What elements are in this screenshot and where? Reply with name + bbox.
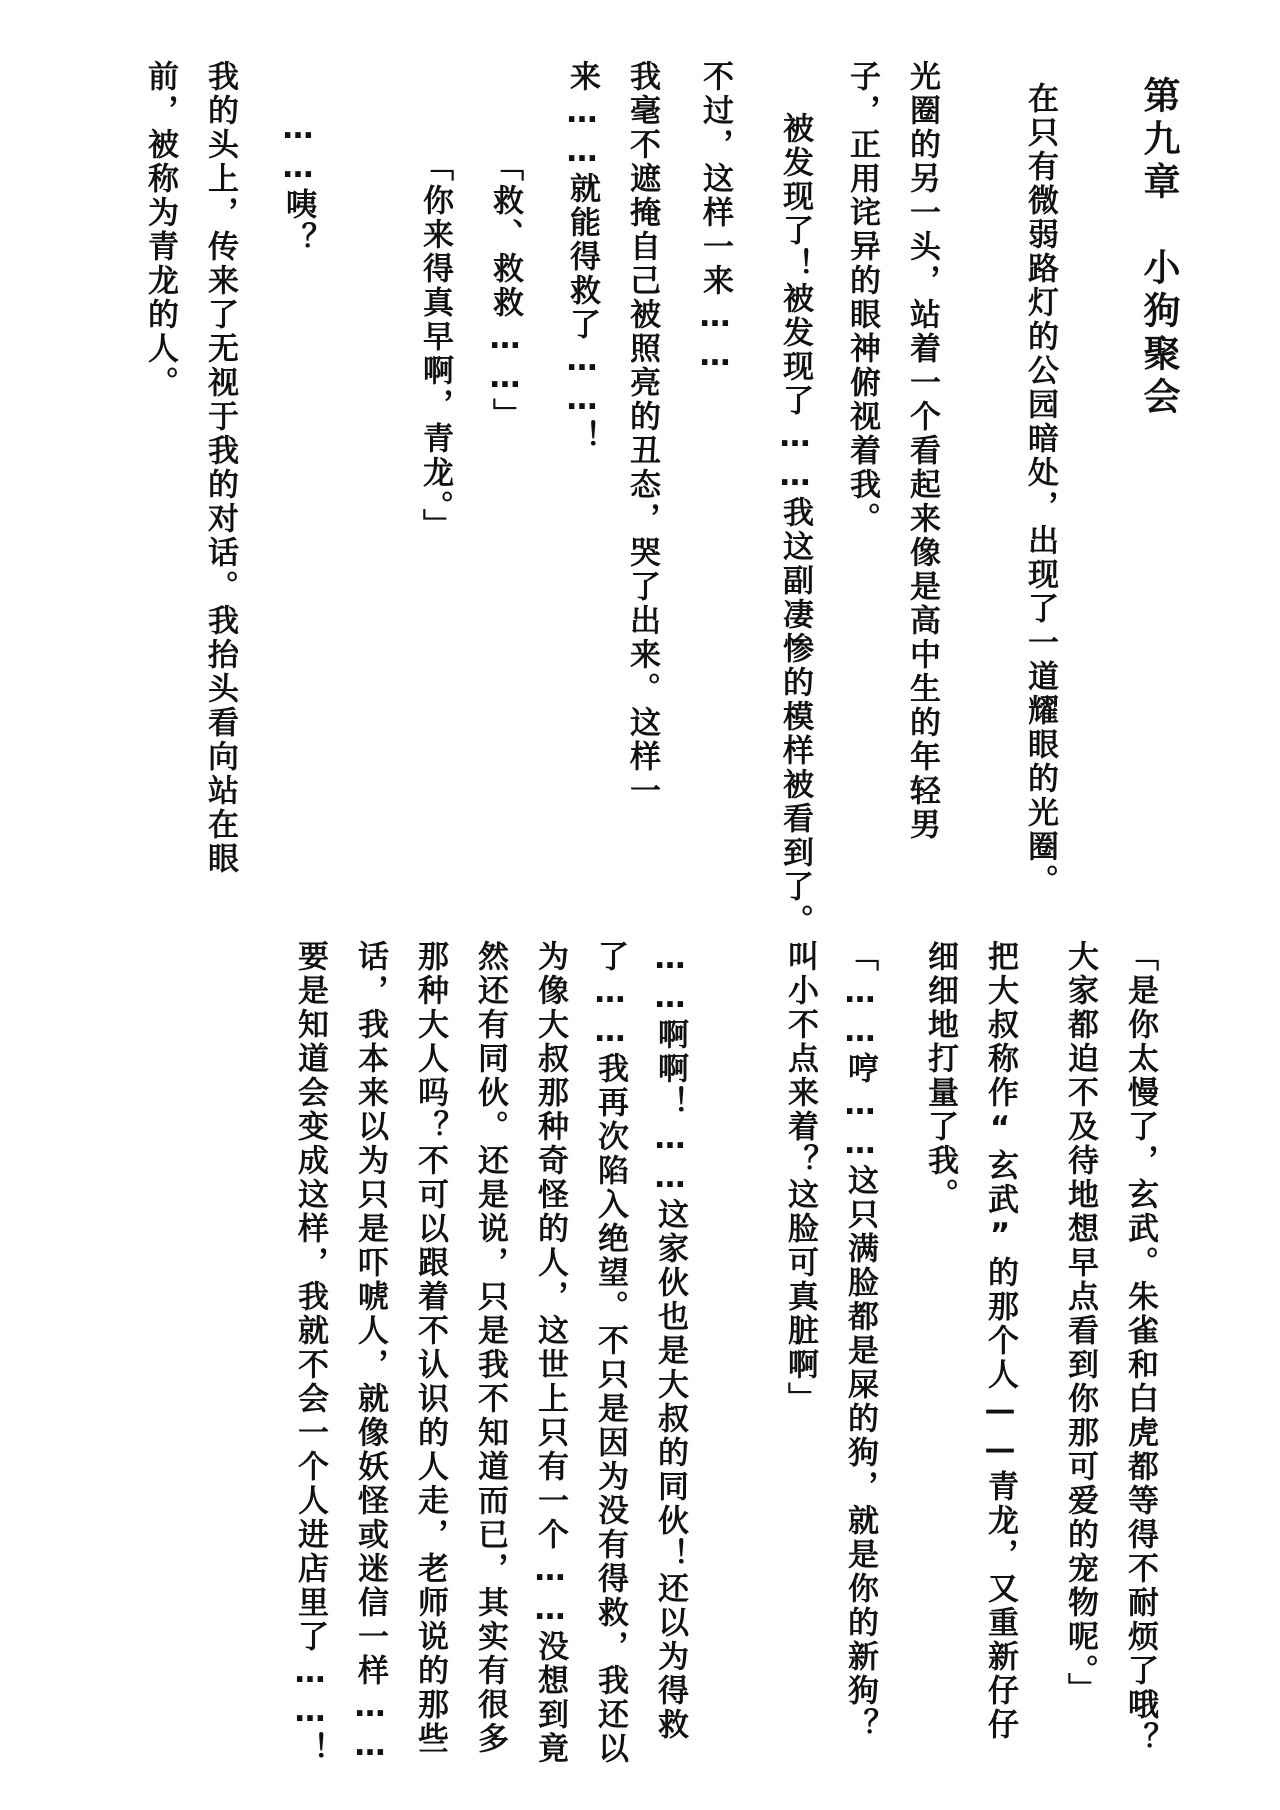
chapter-title: 第九章 小狗聚会 bbox=[1137, 76, 1180, 420]
paragraph-cried-out: 我毫不遮掩自己被照亮的丑态，哭了出来。这样一来……就能得救了……！ bbox=[564, 60, 660, 808]
paragraph-huh: ……咦？ bbox=[280, 110, 316, 256]
dialogue-dirty-dog: 「……哼……这只满脸都是屎的狗，就是你的新狗？叫小不点来着？这脸可真脏啊」 bbox=[782, 940, 878, 1742]
paragraph-park-light: 在只有微弱路灯的公园暗处，出现了一道耀眼的光圈。 bbox=[1022, 82, 1058, 898]
dialogue-seiryu-early: 「你来得真早啊，青龙。」 bbox=[417, 150, 453, 543]
paragraph-however: 不过，这样一来…… bbox=[697, 60, 733, 376]
paragraph-seiryu-looks: 把大叔称作“玄武”的那个人——青龙，又重新仔仔细细地打量了我。 bbox=[922, 940, 1018, 1742]
dialogue-help: 「救、救救……」 bbox=[487, 150, 523, 432]
dialogue-genbu-late: 「是你太慢了，玄武。朱雀和白虎都等得不耐烦了哦？大家都迫不及待地想早点看到你那可爱的宠物呢。」 bbox=[1062, 940, 1158, 1756]
paragraph-look-up: 我的头上，传来了无视于我的对话。我抬头看向站在眼前，被称为青龙的人。 bbox=[142, 60, 238, 876]
paragraph-despair: ……啊啊！……这家伙也是大叔的同伙！还以为得救了……我再次陷入绝望。不只是因为没有得救，我还以为像大叔那种奇怪的人，这世上只有一个……没想到竟然还有同伙。还是说，只是我不知道而已，其实有很多那种大人吗？不可以跟着不认识的人走，老师说的那些话，我本来以为只是吓唬人，就像妖怪或迷信一样……要是知道会变成这样，我就不会一个人进店里了……！ bbox=[292, 940, 688, 1766]
paragraph-young-man: 光圈的另一头，站着一个看起来像是高中生的年轻男子，正用诧异的眼神俯视着我。 bbox=[844, 60, 940, 842]
paragraph-discovered: 被发现了！被发现了……我这副凄惨的模样被看到了。 bbox=[777, 112, 813, 938]
